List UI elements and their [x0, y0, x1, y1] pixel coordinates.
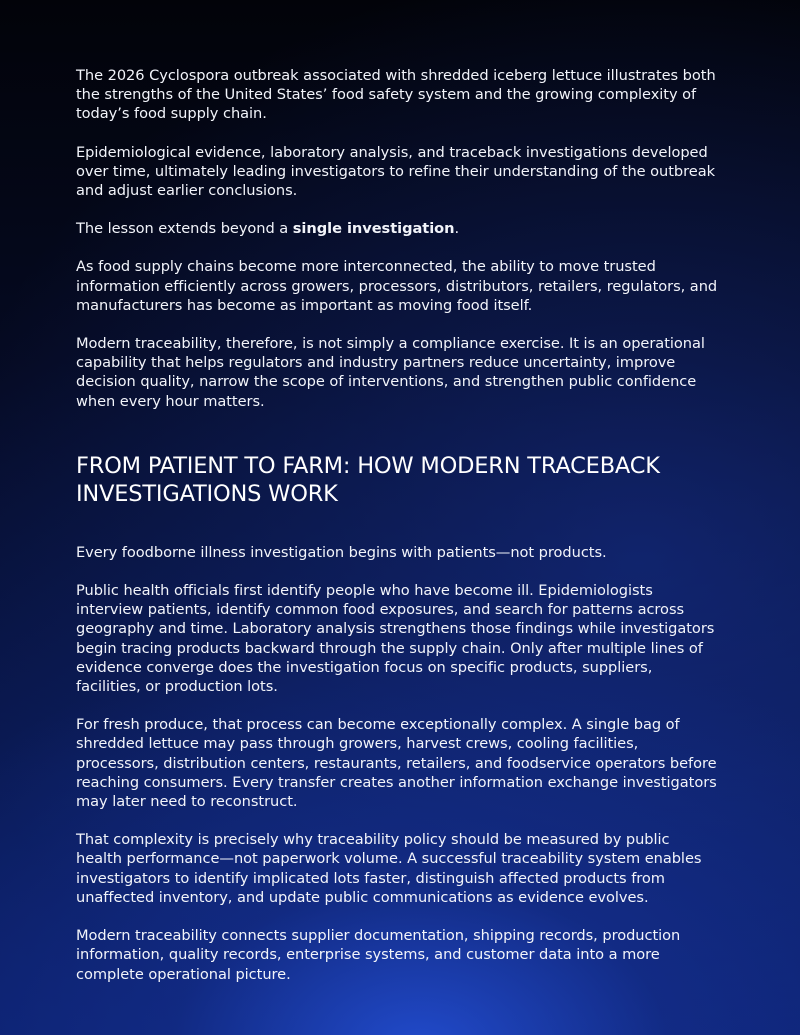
intro-paragraph-evidence: Epidemiological evidence, laboratory analysis, and traceback investigations developed over time, ultimately leading investigators to refine their understanding of the outbreak and adjust earlier conclusions.	[76, 143, 715, 200]
intro-paragraph-lesson	[76, 219, 718, 238]
lesson-bold-text: single investigation	[292, 220, 455, 238]
section-paragraph-modern-traceability: Modern traceability connects supplier documentation, shipping records, production information, quality records, enterprise systems, and customer data into a more complete operational picture.	[76, 927, 681, 983]
intro-paragraph-traceability: Modern traceability, therefore, is not simply a compliance exercise. It is an operational capability that helps regulators and industry partners reduce uncertainty, improve decision quality, narrow the scope of interventions, and strengthen public confidence when every hour matters.	[76, 335, 705, 410]
lesson-text-end: .	[454, 220, 460, 238]
intro-paragraph-supply-chains: As food supply chains become more interconnected, the ability to move trusted information efficiently across growers, processors, distributors, retailers, regulators, and manufacturers has become as important as moving food itself.	[76, 258, 718, 314]
section-paragraph-officials: Public health officials first identify people who have become ill. Epidemiologists interview patients, identify common food exposures, and search for patterns across geography and time. Laboratory analysis strengthens those findings while investigators begin tracing products backward through the supply chain. Only after multiple lines of evidence converge does the investigation focus on specific products, suppliers, facilities, or production lots.	[76, 582, 715, 696]
lesson-text-start: The lesson extends beyond a	[76, 220, 293, 238]
section-heading: FROM PATIENT TO FARM: HOW MODERN TRACEBACK INVESTIGATIONS WORK	[76, 452, 660, 508]
section-paragraph-fresh-produce: For fresh produce, that process can become exceptionally complex. A single bag of shredded lettuce may pass through growers, harvest crews, cooling facilities, processors, distribution centers, restaurants, retailers, and foodservice operators before reaching consumers. Every transfer creates another information exchange investigators may later need to reconstruct.	[76, 716, 717, 811]
intro-paragraph-outbreak: The 2026 Cyclospora outbreak associated with shredded iceberg lettuce illustrates both the strengths of the United States’ food safety system and the growing complexity of today’s food supply chain.	[76, 67, 716, 123]
section-paragraph-patients: Every foodborne illness investigation begins with patients—not products.	[76, 543, 607, 561]
section-paragraph-complexity: That complexity is precisely why traceability policy should be measured by public health performance—not paperwork volume. A successful traceability system enables investigators to identify implicated lots faster, distinguish affected products from unaffected inventory, and update public communications as evidence evolves.	[76, 831, 702, 906]
